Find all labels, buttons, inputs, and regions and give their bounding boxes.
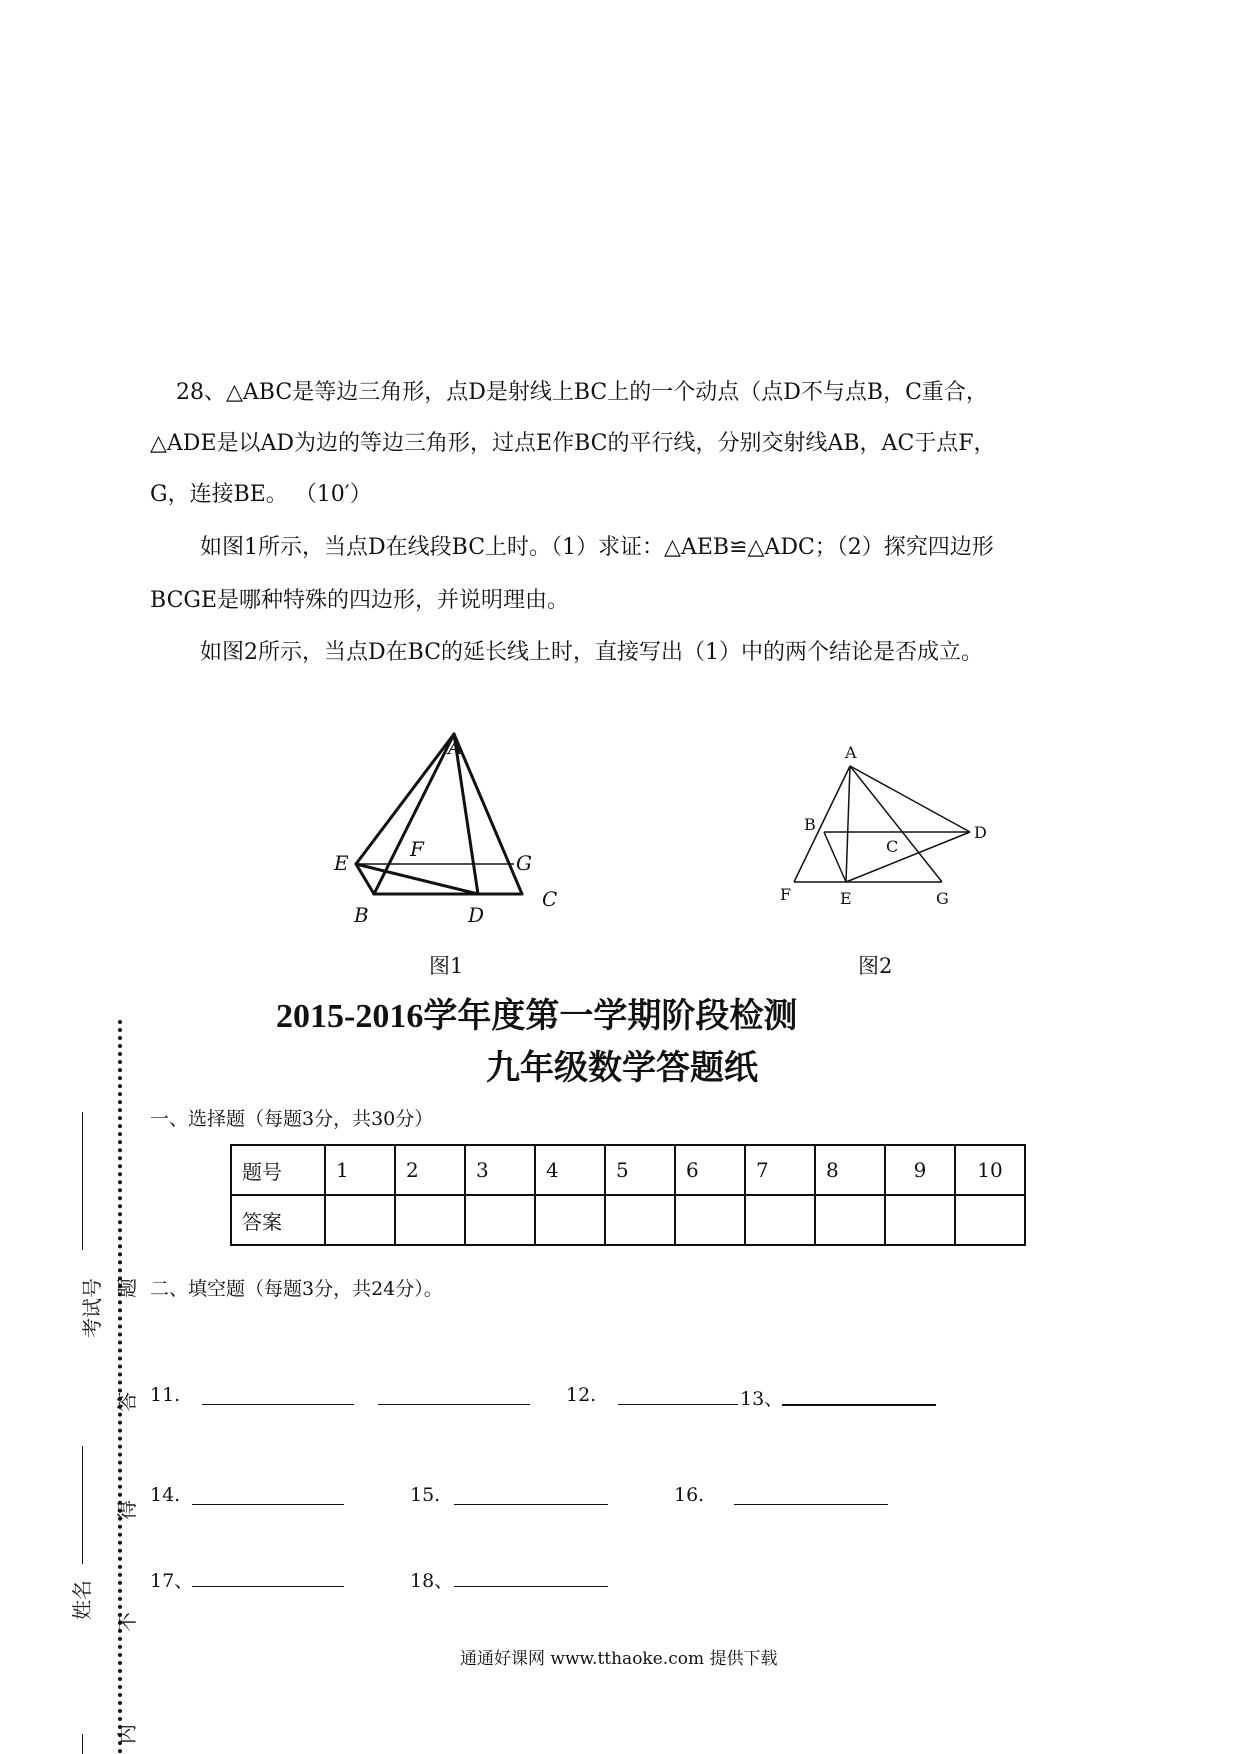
margin-warning-char: 不 <box>115 1612 139 1632</box>
segment-BE <box>824 832 846 882</box>
fig2-label-G: G <box>936 889 949 908</box>
answer-cell[interactable] <box>605 1195 675 1245</box>
name-blank[interactable] <box>82 1446 83 1564</box>
question-number-cell: 5 <box>605 1145 675 1195</box>
answer-sheet-title: 2015-2016学年度第一学期阶段检测 <box>276 998 798 1035</box>
question-number-cell: 8 <box>815 1145 885 1195</box>
blank-14[interactable] <box>192 1504 344 1505</box>
answer-cell[interactable] <box>955 1195 1025 1245</box>
blank-label-18: 18、 <box>410 1570 454 1592</box>
fig1-label-D: D <box>468 903 485 927</box>
blank-label-12: 12. <box>566 1384 597 1406</box>
blank-12[interactable] <box>618 1404 738 1405</box>
fig2-label-A: A <box>845 743 857 762</box>
segment-AD <box>850 766 970 832</box>
table-row <box>231 1195 1025 1245</box>
fig2-label-B: B <box>804 815 816 834</box>
problem-28-line-3: G，连接BE。 （10′） <box>150 482 372 507</box>
blank-13[interactable] <box>782 1404 936 1406</box>
segment-ED <box>356 864 478 894</box>
table-header-answer: 答案 <box>231 1195 325 1245</box>
blank-label-15: 15. <box>410 1484 441 1506</box>
answer-cell[interactable] <box>815 1195 885 1245</box>
answer-cell[interactable] <box>465 1195 535 1245</box>
figure-1-diagram <box>320 730 580 930</box>
question-number-cell: 10 <box>955 1145 1025 1195</box>
fig1-label-E: E <box>334 851 349 875</box>
blank-label-13: 13、 <box>740 1388 784 1410</box>
fig1-label-F: F <box>410 837 424 861</box>
blank-label-11: 11. <box>150 1384 181 1406</box>
section-2-heading: 二、填空题（每题3分，共24分）。 <box>150 1278 443 1300</box>
blank-label-14: 14. <box>150 1484 181 1506</box>
question-number-cell: 2 <box>395 1145 465 1195</box>
blank-15[interactable] <box>454 1504 608 1505</box>
margin-warning-char: 答 <box>115 1392 139 1412</box>
question-number-cell: 4 <box>535 1145 605 1195</box>
fig2-label-C: C <box>886 837 899 856</box>
answer-cell[interactable] <box>745 1195 815 1245</box>
question-number-cell: 3 <box>465 1145 535 1195</box>
margin-warning-char: 内 <box>115 1724 139 1744</box>
choice-answer-table <box>230 1144 1026 1246</box>
answer-cell[interactable] <box>325 1195 395 1245</box>
margin-line-fragment <box>82 1734 83 1754</box>
segment-AC <box>454 734 522 894</box>
fig2-label-F: F <box>780 885 792 904</box>
question-number-cell: 7 <box>745 1145 815 1195</box>
problem-28-line-6: 如图2所示，当点D在BC的延长线上时，直接写出（1）中的两个结论是否成立。 <box>200 640 984 665</box>
answer-cell[interactable] <box>885 1195 955 1245</box>
fig1-label-B: B <box>354 903 369 927</box>
answer-sheet-subtitle: 九年级数学答题纸 <box>486 1050 758 1087</box>
problem-28-line-2: △ADE是以AD为边的等边三角形，过点E作BC的平行线，分别交射线AB，AC于点F， <box>150 431 996 456</box>
segment-AE <box>846 766 850 882</box>
segment-AE <box>356 734 454 864</box>
question-number-cell: 6 <box>675 1145 745 1195</box>
exam-number-blank[interactable] <box>82 1112 83 1250</box>
exam-number-label: 考试号 <box>80 1278 104 1338</box>
figure-2-caption: 图2 <box>858 954 893 978</box>
fig1-label-C: C <box>542 887 558 911</box>
blank-18[interactable] <box>454 1586 608 1587</box>
figure-2-diagram <box>770 740 1000 920</box>
segment-AF <box>794 766 850 882</box>
section-1-heading: 一、选择题（每题3分，共30分） <box>150 1108 434 1130</box>
margin-warning-char: 得 <box>115 1500 139 1520</box>
blank-label-16: 16. <box>674 1484 705 1506</box>
name-label: 姓名 <box>70 1580 94 1620</box>
problem-28-line-1: 28、△ABC是等边三角形，点D是射线上BC上的一个动点（点D不与点B，C重合， <box>176 380 988 405</box>
question-number-cell: 1 <box>325 1145 395 1195</box>
table-row <box>231 1145 1025 1195</box>
table-header-number: 题号 <box>231 1145 325 1195</box>
blank-11a[interactable] <box>202 1404 354 1405</box>
blank-16[interactable] <box>734 1504 888 1505</box>
answer-cell[interactable] <box>675 1195 745 1245</box>
blank-label-17: 17、 <box>150 1570 194 1592</box>
fig1-label-A: A <box>448 735 463 759</box>
fig2-label-D: D <box>974 823 987 842</box>
fig1-label-G: G <box>516 851 532 875</box>
figure-1-caption: 图1 <box>429 954 464 978</box>
margin-warning-char: 题 <box>115 1278 139 1298</box>
segment-AG <box>850 766 942 882</box>
blank-11b[interactable] <box>378 1404 530 1405</box>
answer-cell[interactable] <box>535 1195 605 1245</box>
footer-credit: 通通好课网 www.tthaoke.com 提供下载 <box>460 1649 778 1669</box>
blank-17[interactable] <box>192 1586 344 1587</box>
fig2-label-E: E <box>840 889 852 908</box>
problem-28-line-5: BCGE是哪种特殊的四边形，并说明理由。 <box>150 588 570 613</box>
problem-28-line-4: 如图1所示，当点D在线段BC上时。（1）求证：△AEB≌△ADC；（2）探究四边形 <box>200 535 994 560</box>
question-number-cell: 9 <box>885 1145 955 1195</box>
binding-dotted-line <box>118 1020 122 1754</box>
answer-cell[interactable] <box>395 1195 465 1245</box>
